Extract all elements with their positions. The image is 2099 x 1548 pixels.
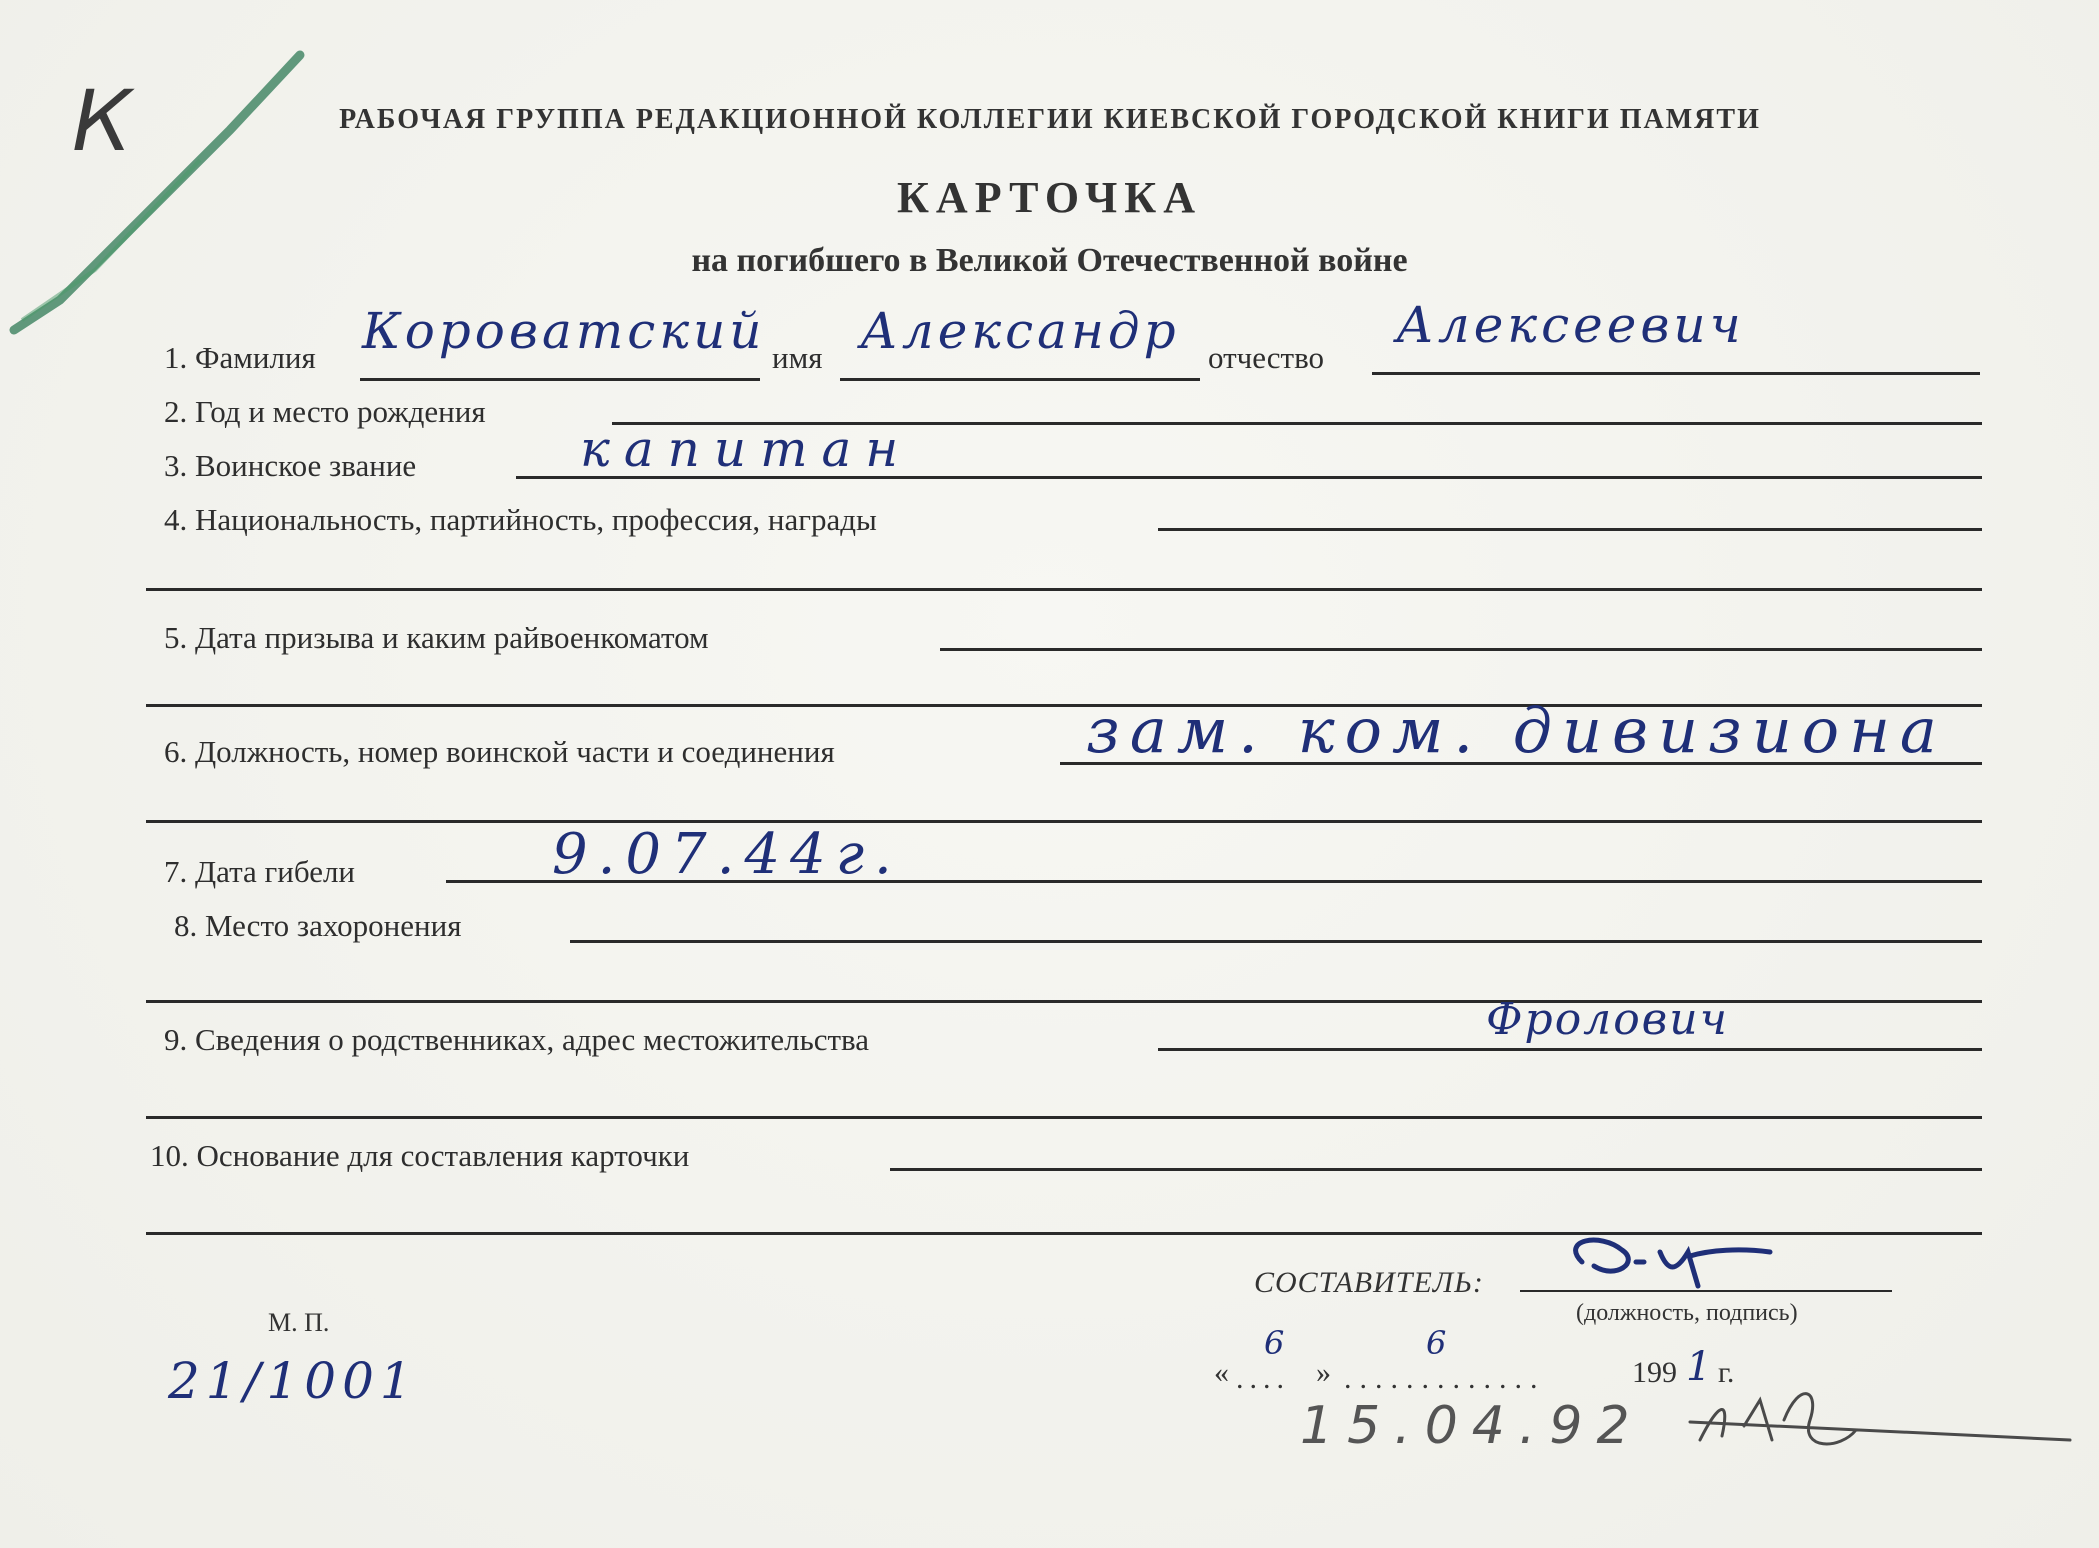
field-3-label: 3. Воинское звание xyxy=(164,448,417,483)
header-organization: РАБОЧАЯ ГРУППА РЕДАКЦИОННОЙ КОЛЛЕГИИ КИЕВСКОЙ ГОРОДСКОЙ КНИГИ ПАМЯТИ xyxy=(339,104,1761,135)
field-5-label: 5. Дата призыва и каким райвоенкоматом xyxy=(164,620,709,655)
field-6-label: 6. Должность, номер воинской части и соединения xyxy=(164,734,835,769)
field-4-label: 4. Национальность, партийность, профессия, награды xyxy=(164,502,877,537)
field-1-patronymic-value: Алексеевич xyxy=(1396,296,1745,354)
date-month: 6 xyxy=(1426,1324,1451,1362)
date-year-digit: 1 xyxy=(1686,1344,1712,1390)
card-subtitle: на погибшего в Великой Отечественной войне xyxy=(691,242,1408,279)
stamp-place-label: М. П. xyxy=(268,1308,330,1337)
compiler-caption: (должность, подпись) xyxy=(1576,1300,1798,1326)
compiler-label: СОСТАВИТЕЛЬ: xyxy=(1254,1266,1484,1299)
field-8-label: 8. Место захоронения xyxy=(174,908,462,943)
date-year-prefix: 199 xyxy=(1632,1356,1677,1389)
field-2-label: 2. Год и место рождения xyxy=(164,394,486,429)
date-year-suffix: г. xyxy=(1718,1356,1735,1389)
date-month-dots: ............. xyxy=(1344,1362,1546,1395)
field-1-name-value: Александр xyxy=(860,302,1180,360)
field-9-relatives-value: Фролович xyxy=(1486,994,1730,1045)
field-7-death-date-value: 9.07.44г. xyxy=(552,822,902,887)
field-7-label: 7. Дата гибели xyxy=(164,854,356,889)
field-9-label: 9. Сведения о родственниках, адрес местожительства xyxy=(164,1022,870,1057)
field-1-patronymic-label: отчество xyxy=(1208,340,1324,375)
field-1-name-label: имя xyxy=(772,340,823,375)
date-open-quote: « xyxy=(1214,1356,1229,1389)
field-6-position-value: зам. ком. дивизиона xyxy=(1086,694,1947,767)
field-3-rank-value: капитан xyxy=(580,420,913,478)
field-1-label: 1. Фамилия xyxy=(164,340,316,375)
date-day: 6 xyxy=(1264,1324,1289,1362)
field-1-surname-value: Короватский xyxy=(362,302,766,360)
date-day-dots: .... xyxy=(1236,1362,1290,1395)
card-title: КАРТОЧКА xyxy=(897,173,1202,222)
field-10-label: 10. Основание для составления карточки xyxy=(150,1138,690,1173)
corner-letter: К xyxy=(72,72,138,170)
reference-number: 21/1001 xyxy=(168,1352,418,1410)
date-close-quote: » xyxy=(1316,1356,1331,1389)
pencil-stamp-date: 15.04.92 xyxy=(1300,1396,1644,1456)
